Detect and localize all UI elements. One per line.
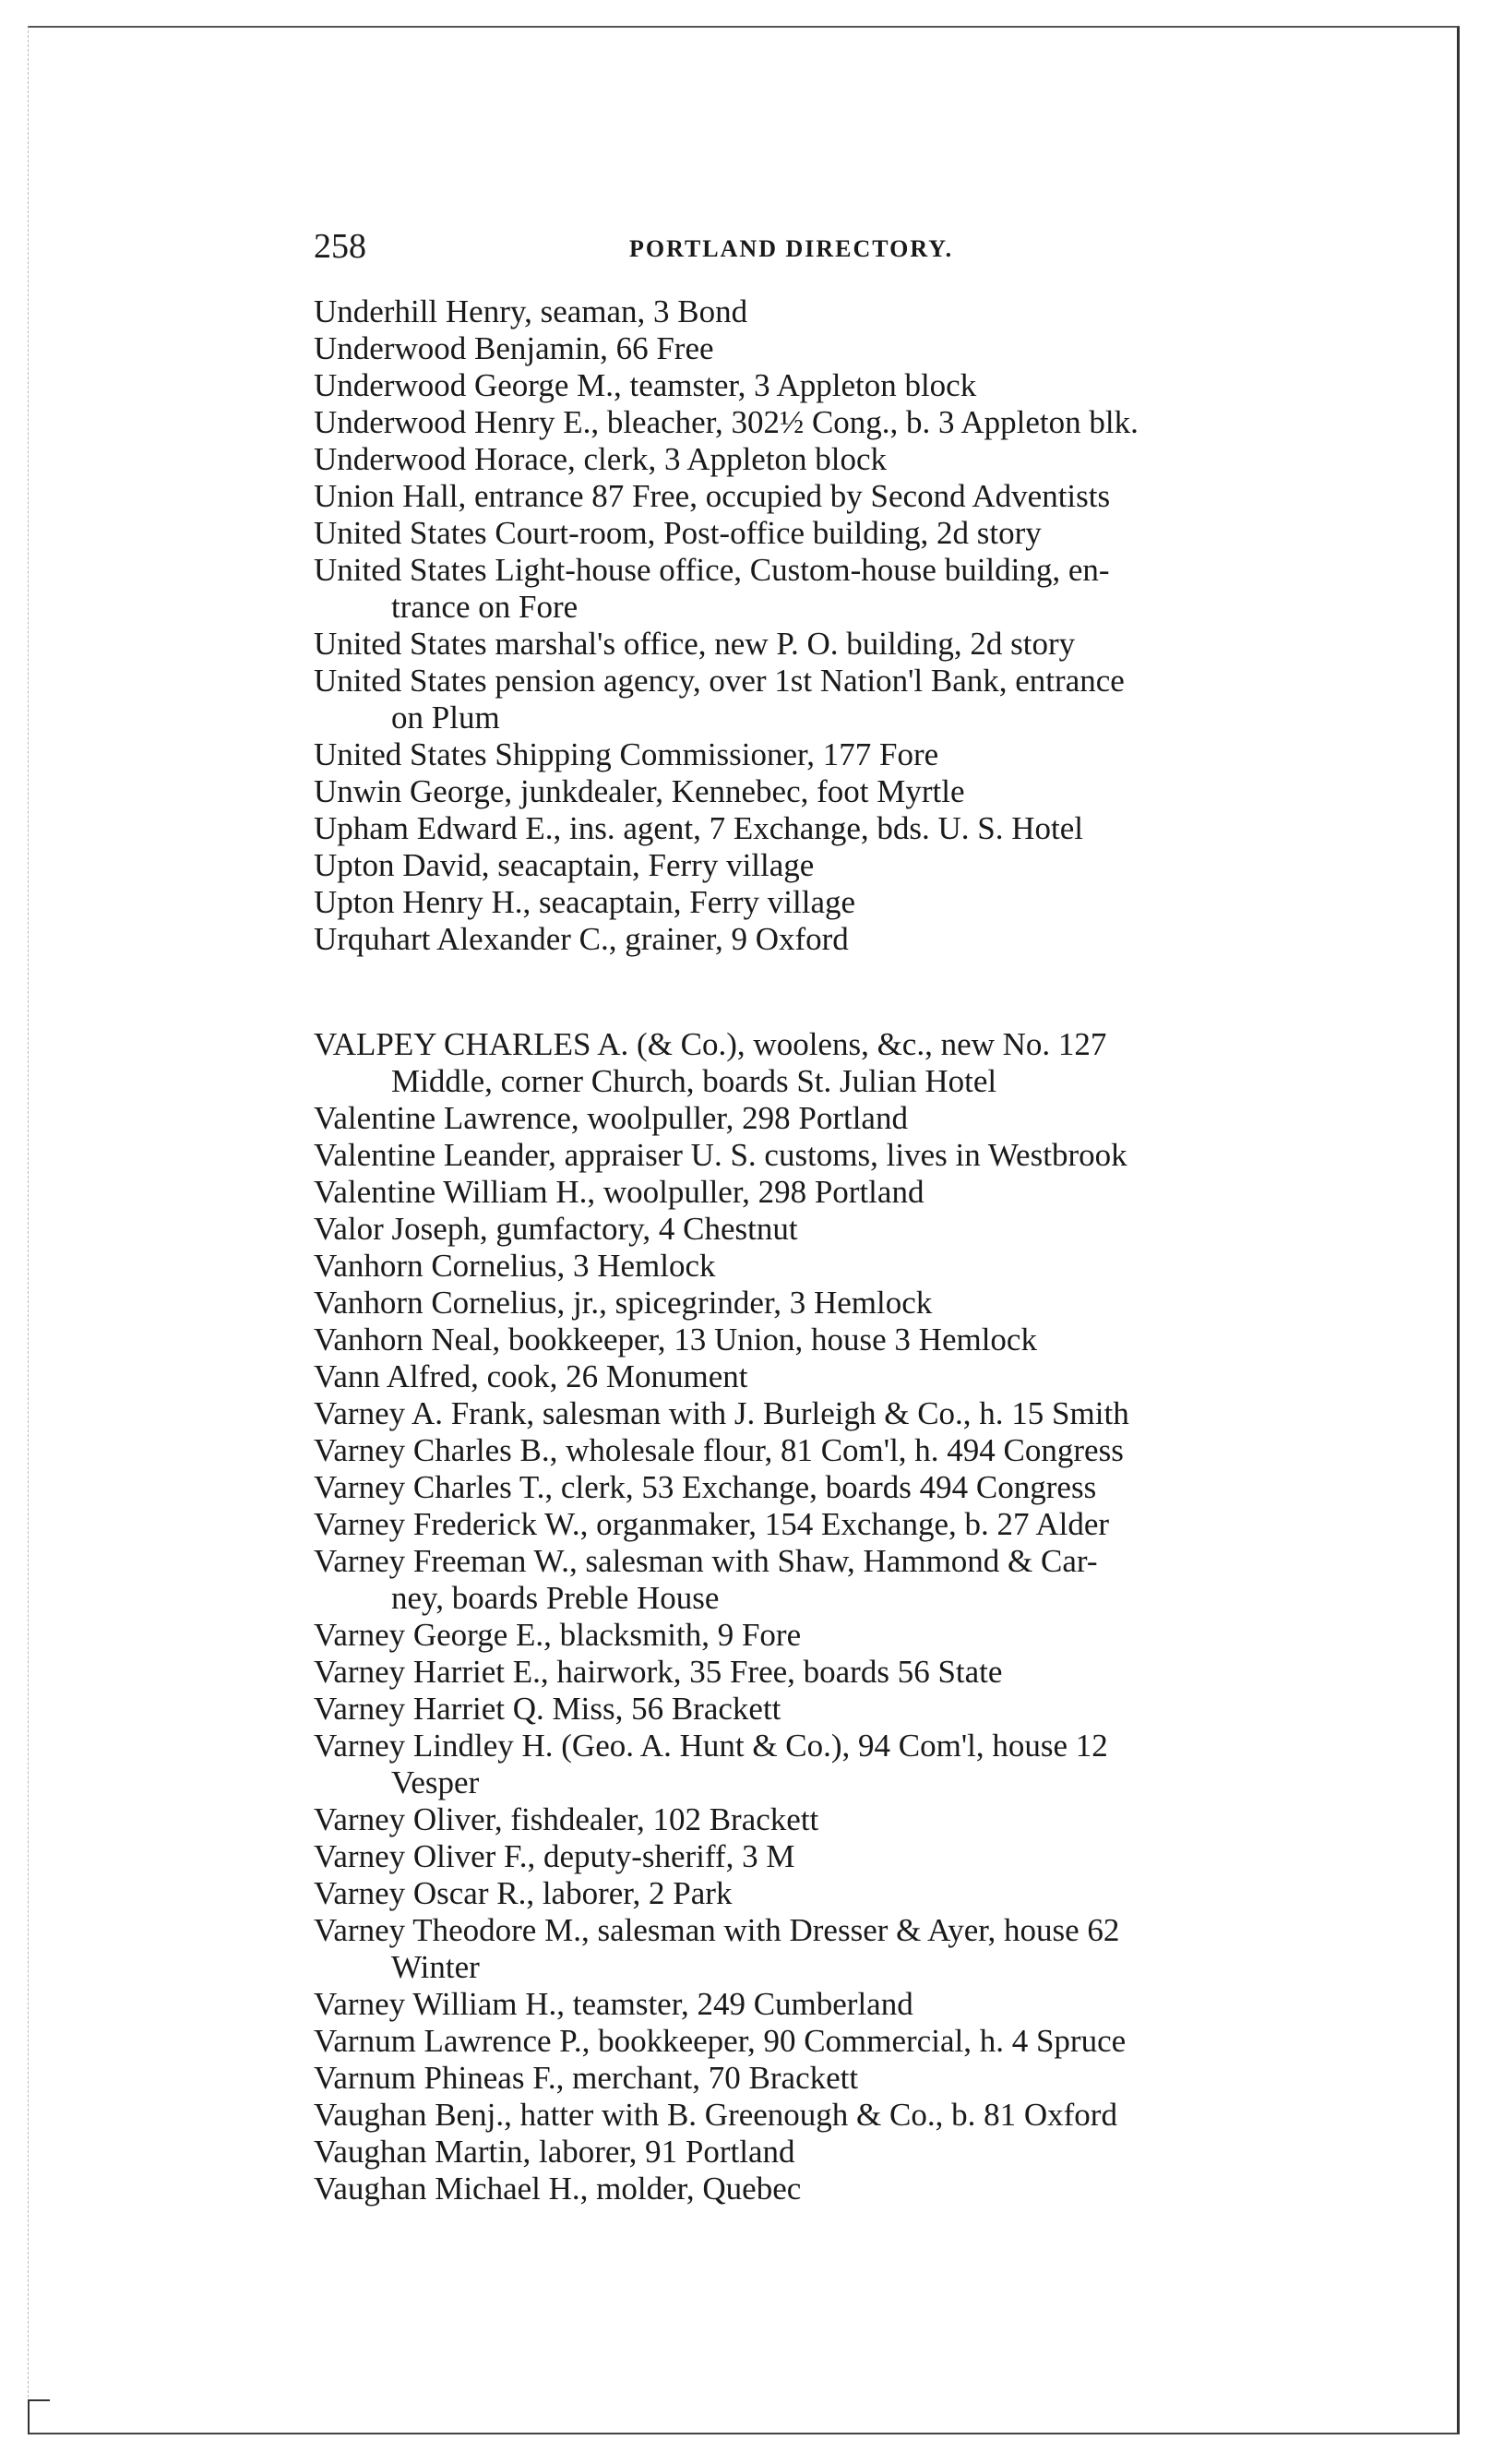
page-title: PORTLAND DIRECTORY. [629,235,954,262]
directory-entry: United States Court-room, Post-office building, 2d story [314,515,1042,551]
directory-entry: Unwin George, junkdealer, Kennebec, foot Myrtle [314,773,965,809]
directory-entry: United States Shipping Commissioner, 177 Fore [314,736,939,772]
entries-v-section [314,1026,1356,2207]
directory-entry: Varney William H., teamster, 249 Cumberland [314,1986,913,2022]
directory-entry: Varney Lindley H. (Geo. A. Hunt & Co.), 94 Com'l, house 12 [314,1728,1108,1764]
directory-entry: Vanhorn Cornelius, jr., spicegrinder, 3 Hemlock [314,1285,933,1321]
directory-entry: Underhill Henry, seaman, 3 Bond [314,293,748,329]
directory-entry-continuation: trance on Fore [391,589,579,625]
directory-entry: Varney George E., blacksmith, 9 Fore [314,1617,802,1653]
directory-entries [314,293,1356,2207]
directory-entry: Varney Oliver, fishdealer, 102 Brackett [314,1801,819,1837]
directory-entry: United States pension agency, over 1st Nation'l Bank, entrance [314,663,1125,699]
directory-entry: Underwood Henry E., bleacher, 302½ Cong., b. 3 Appleton blk. [314,404,1139,440]
directory-entry: United States Light-house office, Custom-house building, en- [314,552,1110,588]
directory-entry: Varnum Lawrence P., bookkeeper, 90 Commercial, h. 4 Spruce [314,2023,1127,2059]
directory-entry: Valentine Lawrence, woolpuller, 298 Portland [314,1100,908,1136]
directory-entry: Valentine William H., woolpuller, 298 Portland [314,1174,924,1210]
directory-entry: Varnum Phineas F., merchant, 70 Brackett [314,2060,859,2096]
directory-entry: Underwood George M., teamster, 3 Appleton block [314,367,977,403]
directory-entry: Varney Harriet E., hairwork, 35 Free, boards 56 State [314,1654,1003,1690]
directory-entry: Vaughan Michael H., molder, Quebec [314,2171,802,2207]
directory-entry-continuation: ney, boards Preble House [391,1580,720,1616]
directory-entry: Varney Oliver F., deputy-sheriff, 3 M [314,1838,795,1874]
directory-entry: Vaughan Benj., hatter with B. Greenough & Co., b. 81 Oxford [314,2097,1117,2133]
directory-entry: Underwood Horace, clerk, 3 Appleton block [314,441,888,477]
directory-entry: Urquhart Alexander C., grainer, 9 Oxford [314,921,849,957]
directory-entry: Valor Joseph, gumfactory, 4 Chestnut [314,1211,798,1247]
directory-entry: Valentine Leander, appraiser U. S. customs, lives in Westbrook [314,1137,1127,1173]
corner-mark [28,2399,50,2434]
directory-entry-continuation: Winter [391,1949,480,1985]
page-number: 258 [314,227,366,266]
directory-entry: Upton David, seacaptain, Ferry village [314,847,815,883]
directory-entry: Varney Charles T., clerk, 53 Exchange, boards 494 Congress [314,1469,1097,1505]
running-head [314,225,1052,268]
directory-entry: Vanhorn Cornelius, 3 Hemlock [314,1248,716,1284]
entries-u-section [314,293,1356,958]
directory-entry: Varney Theodore M., salesman with Dresser & Ayer, house 62 [314,1912,1120,1948]
directory-entry: Varney Frederick W., organmaker, 154 Exchange, b. 27 Alder [314,1506,1110,1542]
directory-entry: Varney Charles B., wholesale flour, 81 Com'l, h. 494 Congress [314,1432,1124,1468]
directory-entry: Upton Henry H., seacaptain, Ferry village [314,884,856,920]
directory-entry: Vanhorn Neal, bookkeeper, 13 Union, house 3 Hemlock [314,1322,1037,1358]
directory-entry-continuation: on Plum [391,700,500,736]
directory-entry: VALPEY CHARLES A. (& Co.), woolens, &c., new No. 127 [314,1026,1107,1062]
directory-entry: Vann Alfred, cook, 26 Monument [314,1358,748,1394]
directory-entry: United States marshal's office, new P. O. building, 2d story [314,626,1076,662]
section-gap [314,958,1356,1026]
directory-entry: Varney Harriet Q. Miss, 56 Brackett [314,1691,781,1727]
directory-entry: Upham Edward E., ins. agent, 7 Exchange, bds. U. S. Hotel [314,810,1084,846]
directory-entry: Varney A. Frank, salesman with J. Burleigh & Co., h. 15 Smith [314,1395,1129,1431]
directory-entry: Varney Oscar R., laborer, 2 Park [314,1875,733,1911]
directory-entry: Underwood Benjamin, 66 Free [314,330,714,366]
directory-entry: Varney Freeman W., salesman with Shaw, Hammond & Car- [314,1543,1098,1579]
directory-entry: Vaughan Martin, laborer, 91 Portland [314,2134,795,2170]
directory-entry-continuation: Vesper [391,1764,480,1800]
directory-entry: Union Hall, entrance 87 Free, occupied by Second Adventists [314,478,1111,514]
directory-entry-continuation: Middle, corner Church, boards St. Julian Hotel [391,1063,997,1099]
